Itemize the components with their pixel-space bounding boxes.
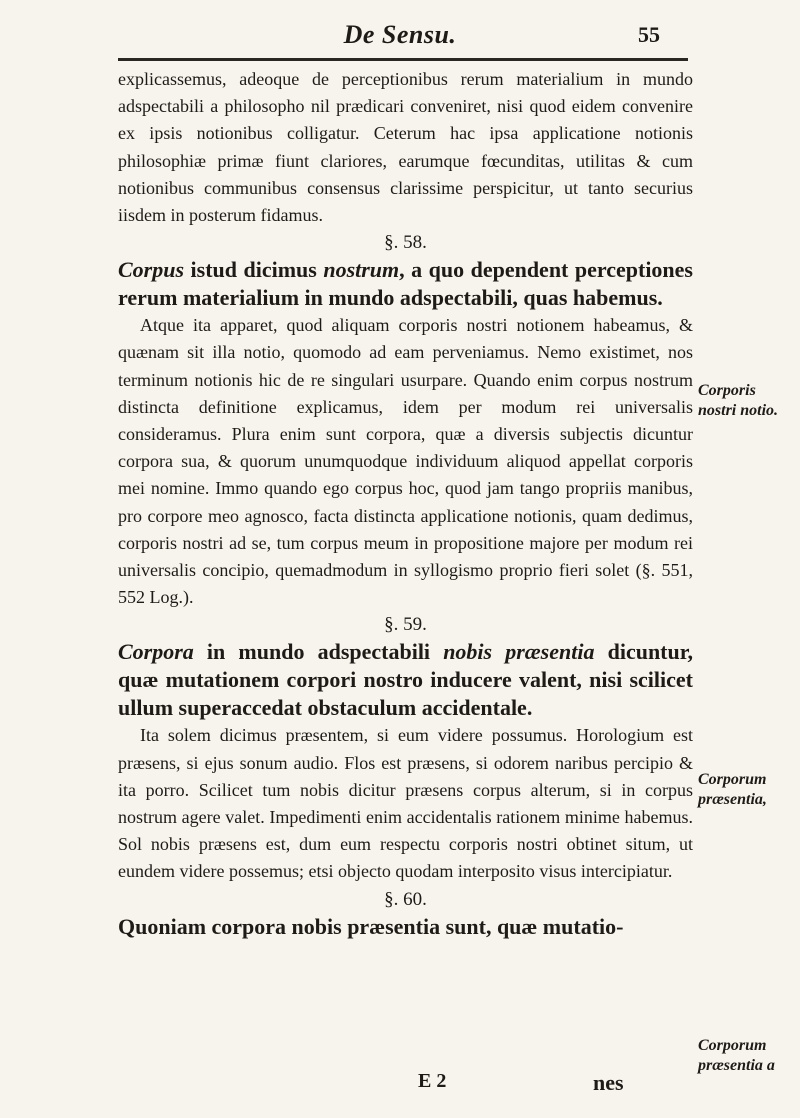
definition-59	[118, 638, 693, 722]
section-heading-60: §. 60.	[384, 888, 427, 910]
text-column	[118, 66, 693, 941]
section-heading-58: §. 58.	[384, 232, 427, 254]
definition-58-text-a: istud dicimus	[184, 257, 324, 283]
catchword: nes	[593, 1070, 624, 1095]
paragraph-59: Ita solem dicimus præsentem, si eum videre possumus. Horologium est præsens, si ejus sonum audio. Flos est præsens, si odorem naribus percipio & ita porro. Scilicet tum nobis dicitur præsens corpus alterum, si in corpus nostrum agere valet. Impedimenti enim accidentalis rationem minime habemus. Sol nobis præsens est, dum eum respectu corporis nostri obtinet situm, ut eundem videre possemus; etsi objecto quodam interposito visus intercipiatur.	[118, 725, 693, 882]
definition-58	[118, 256, 693, 312]
margin-note-59: Corporum præsentia,	[698, 771, 767, 808]
header-rule	[118, 58, 688, 61]
term-nostrum: nostrum	[323, 257, 400, 283]
definition-60: Quoniam corpora nobis præsentia sunt, quæ mutatio-	[118, 913, 624, 939]
signature-mark: E 2	[418, 1070, 447, 1092]
page-header	[0, 14, 800, 54]
definition-59-text-a: in mundo adspectabili	[193, 639, 444, 665]
term-corpora: Corpora	[118, 639, 194, 665]
definition-58-text-b: , a quo dependent perceptiones rerum materialium in mundo adspectabili, quas habemus.	[118, 257, 693, 311]
paragraph-58: Atque ita apparet, quod aliquam corporis nostri notionem habeamus, & quænam sit illa notio, quomodo ad eam perveniamus. Nemo existimet, nos terminum notionis hic de re singulari usurpare. Quando enim corpus nostrum distincta definitione explicamus, idem per modum rei universalis consideramus. Plura enim sunt corpora, quæ a diversis subjectis dicuntur corpora sua, & quorum unumquodque individuum aliquod appellat corporis mei nomine. Immo quando ego corpus hoc, quod jam tango propriis manibus, pro corpore meo agnosco, facta distincta applicatione notionis, quam dedimus, corporis nostri ad se, tum corpus meum in propositione majore per modum rei universalis concipio, quemadmodum in syllogismo proprio fieri solet (§. 551, 552 Log.).	[118, 315, 693, 608]
running-title: De Sensu.	[343, 20, 457, 49]
page-number: 55	[638, 22, 660, 47]
definition-59-text-b: dicuntur, quæ mutationem corpori nostro inducere valent, nisi scilicet ullum superaccedat obstaculum accidentale.	[118, 639, 693, 721]
margin-note-58: Corporis nostri notio.	[698, 382, 779, 419]
term-corpus: Corpus	[118, 257, 185, 283]
section-heading-59: §. 59.	[384, 614, 427, 636]
margin-note-60: Corporum præsentia a	[698, 1037, 775, 1074]
paragraph-continued: explicassemus, adeoque de perceptionibus rerum materialium in mundo adspectabili a philosopho nil prædicari conveniret, nisi quod eidem convenire ex ipsis notionibus colligatur. Ceterum hac ipsa applicatione notionis philosophiæ primæ fiunt clariores, earumque fœcunditas, utilitas & cum notionibus communibus consensus clarissime perspicitur, ut tanto securius iisdem in posterum fidamus.	[118, 69, 693, 226]
term-nobis-praesentia: nobis præsentia	[443, 639, 595, 665]
